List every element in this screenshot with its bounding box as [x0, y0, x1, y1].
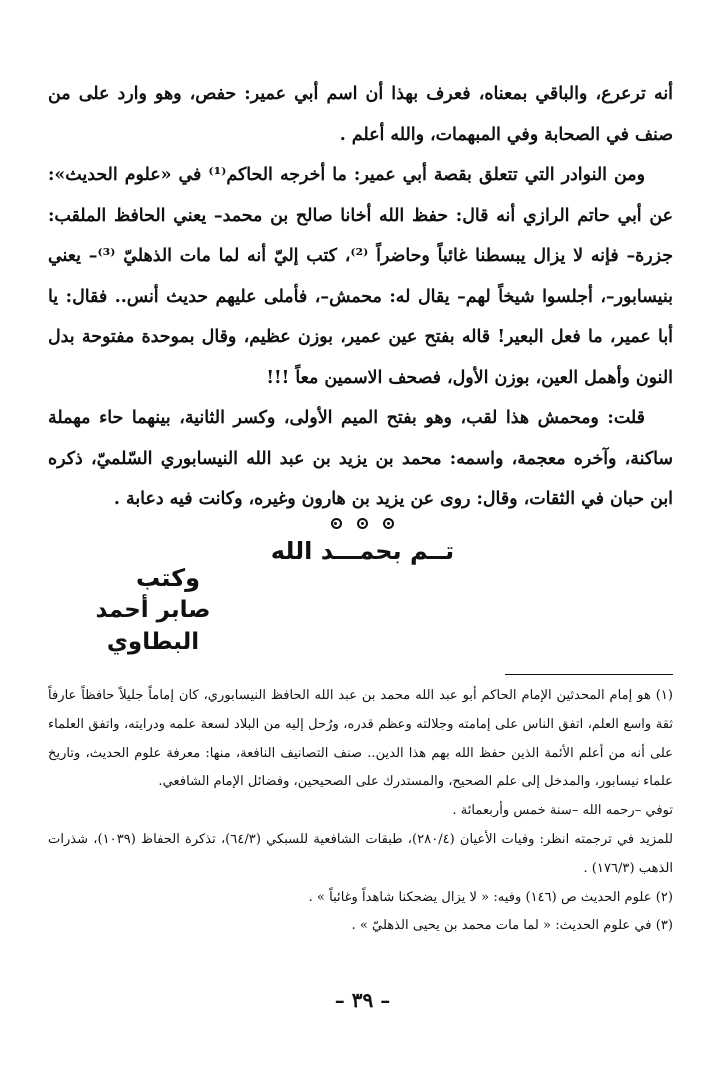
footnote-1-sources: للمزيد في ترجمته انظر: وفيات الأعيان (٢٨٠/٤)، طبقات الشافعية للسبكي (٦٤/٣)، تذكرة الحفاظ (١٠٣٩)، شذرات الذهب (١٧٦/٣) . [48, 831, 673, 876]
footnote-1-death: توفي –رحمه الله –سنة خمس وأربعمائة . [452, 803, 673, 819]
main-text [48, 74, 673, 520]
footnote-3: (٣) في علوم الحديث: « لما مات محمد بن يحيى الذهليّ » . [351, 918, 673, 934]
footnote-separator [505, 674, 673, 675]
section-ornament [0, 514, 725, 533]
author-signature [48, 562, 258, 658]
ornament-circle-icon [383, 518, 394, 529]
paragraph-1: أنه ترعرع، والباقي بمعناه، فعرف بهذا أن اسم أبي عمير: حفص، وهو وارد على من صنف في الصحابة وفي المبهمات، والله أعلم . [48, 84, 673, 145]
signature-author-name: صابر أحمد البطاوي [95, 597, 211, 655]
ornament-circle-icon [357, 518, 368, 529]
paragraph-3: قلت: ومحمش هذا لقب، وهو بفتح الميم الأولى، وكسر الثانية، بينهما حاء مهملة ساكنة، وآخره معجمة، واسمه: محمد بن يزيد بن عبد الله النيسابوري السّلميّ، ذكره ابن حبان في الثقات، وقال: روى عن يزيد بن هارون وغيره، وكانت فيه دعابة . [48, 408, 673, 509]
footnote-2: (٢) علوم الحديث ص (١٤٦) وفيه: « لا يزال يضحكنا شاهداً وغائباً » . [308, 889, 673, 905]
page-number: – ٣٩ – [334, 988, 391, 1012]
paragraph-2: ومن النوادر التي تتعلق بقصة أبي عمير: ما أخرجه الحاكم⁽¹⁾ في «علوم الحديث»: عن أبي حاتم الرازي أنه قال: حفظ الله أخانا صالح بن محمد– يعني الحافظ الملقب: جزرة– فإنه لا يزال يبسطنا غائباً وحاضراً ⁽²⁾، كتب إليّ أنه لما مات الذهليّ ⁽³⁾– يعني بنيسابور–، أجلسوا شيخاً لهم– يقال له: محمش–، فأملى عليهم حديث أنس.. فقال: يا أبا عمير، ما فعل البعير! قاله بفتح عين عمير، بوزن عظيم، وقال بموحدة مفتوحة بدل النون وأهمل العين، بوزن الأول، فصحف الاسمين معاً !!! [48, 165, 673, 388]
footnotes [48, 682, 673, 941]
ornament-circle-icon [331, 518, 342, 529]
signature-wakataba: وكتب [135, 564, 201, 592]
completion-heading: تــم بحمـــد الله [270, 537, 455, 565]
footnote-1: (١) هو إمام المحدثين الإمام الحاكم أبو عبد الله محمد بن عبد الله الحافظ النيسابوري، كان إماماً جليلاً حافظاً عارفاً ثقة واسع العلم، اتفق الناس على إمامته وجلالته وعظم قدره، ورُحل إليه من البلاد لسعة علمه ودرايته، واتفق العلماء على أنه من أعلم الأئمة الذين حفظ الله بهم هذا الدين.. صنف التصانيف النافعة، منها: معرفة علوم الحديث، وتاريخ علماء نيسابور، والمدخل إلى علم الصحيح، والمستدرك على الصحيحين، وفضائل الإمام الشافعي. [48, 688, 673, 790]
